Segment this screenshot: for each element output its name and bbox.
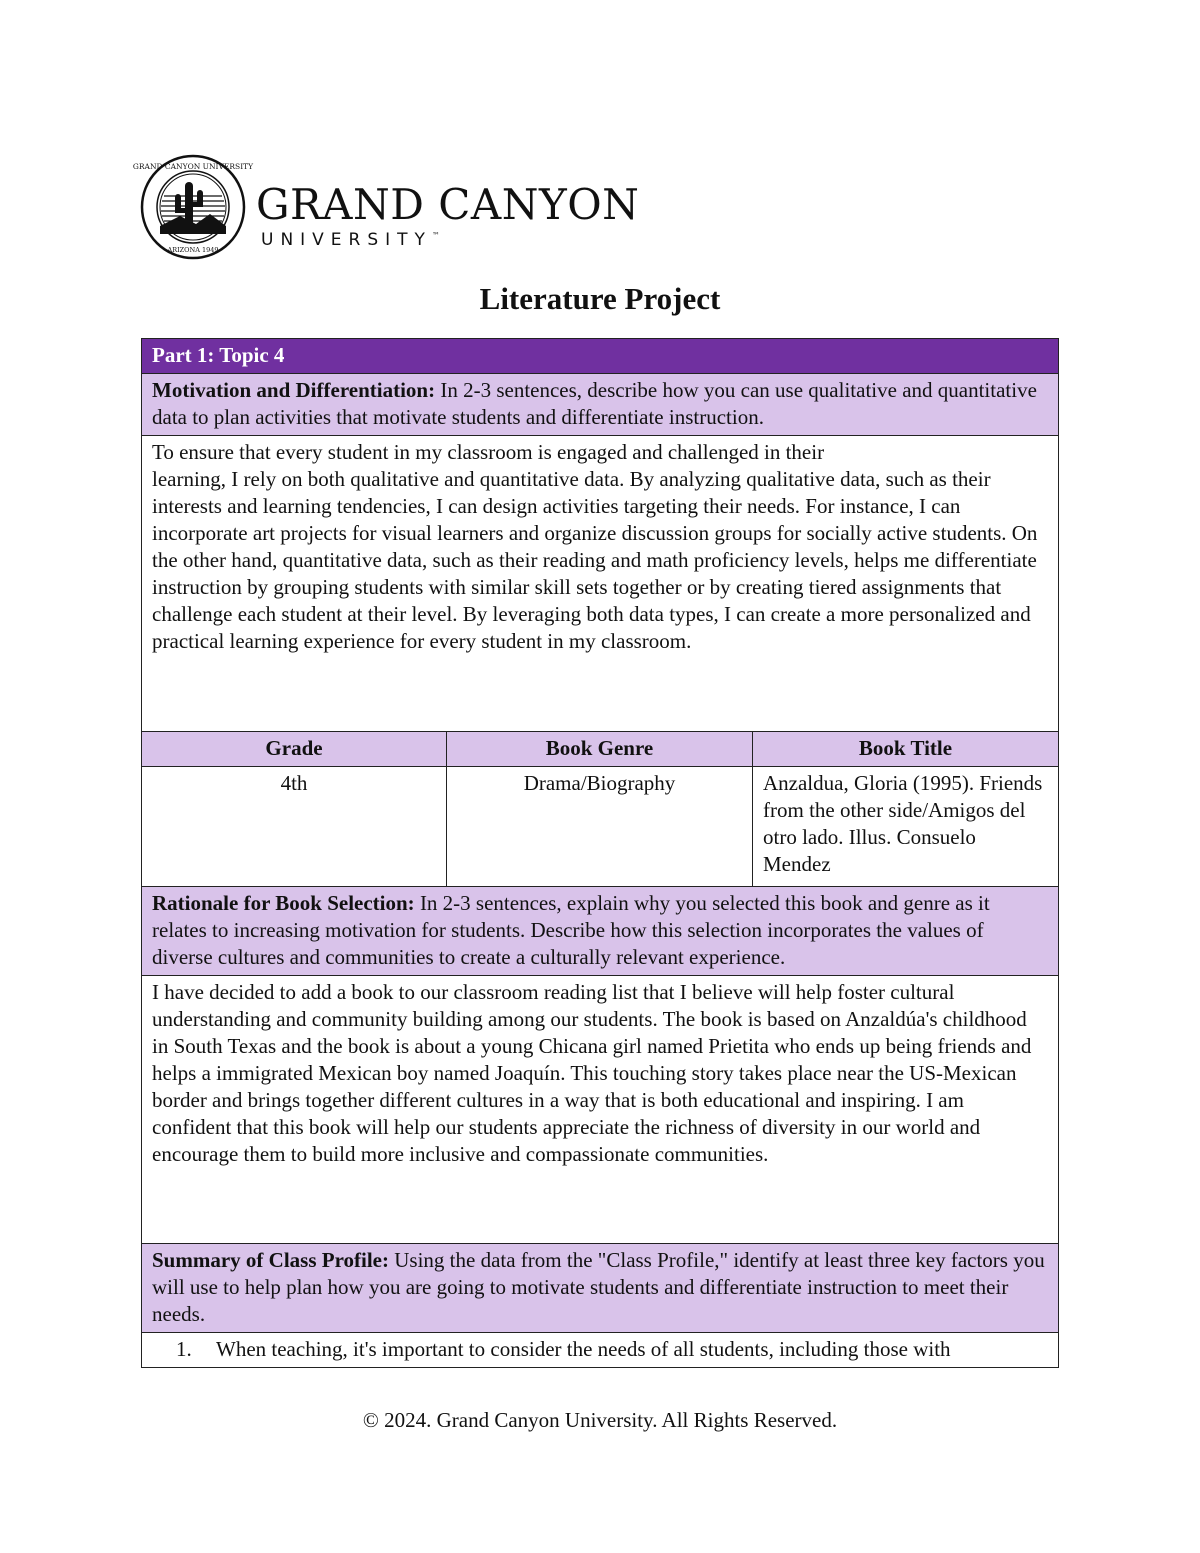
motivation-response-cell — [142, 436, 1059, 732]
list-item-text: When teaching, it's important to consider the needs of all students, including those with — [216, 1337, 951, 1361]
column-header-grade: Grade — [142, 732, 447, 767]
trademark-symbol: ™ — [431, 231, 440, 240]
seal-text-bottom: ARIZONA 1949 — [167, 246, 219, 254]
column-header-title: Book Title — [753, 732, 1059, 767]
motivation-prompt-cell — [142, 374, 1059, 436]
rationale-label: Rationale for Book Selection: — [152, 891, 415, 915]
motivation-prompt-row — [142, 374, 1059, 436]
summary-prompt-cell — [142, 1244, 1059, 1333]
motivation-response-line1: To ensure that every student in my classroom is engaged and challenged in their — [152, 440, 825, 464]
rationale-prompt-cell — [142, 887, 1059, 976]
part-topic-header: Part 1: Topic 4 — [142, 339, 1059, 374]
rationale-response-cell: I have decided to add a book to our classroom reading list that I believe will help foster cultural understanding and community building among our students. The book is based on Anzaldúa's childhood in South Texas and the book is about a young Chicana girl named Prietita who ends up being friends and helps a immigrated Mexican boy named Joaquín. This touching story takes place near the US-Mexican border and brings together different cultures in a way that is both educational and inspiring. I am confident that this book will help our students appreciate the richness of diversity in our world and encourage them to build more inclusive and compassionate communities. — [142, 976, 1059, 1244]
copyright-footer: © 2024. Grand Canyon University. All Rights Reserved. — [362, 1408, 838, 1432]
motivation-label: Motivation and Differentiation: — [152, 378, 436, 402]
column-header-row — [142, 732, 1059, 767]
motivation-prompt-text: In 2-3 sentences, describe how you can use qualitative and quantitative data to plan activities that motivate students and differentiate instruction. — [152, 378, 1037, 429]
rationale-response-row — [142, 976, 1059, 1244]
page-title: Literature Project — [479, 281, 721, 316]
column-header-genre: Book Genre — [447, 732, 753, 767]
motivation-response-text: learning, I rely on both qualitative and quantitative data. By analyzing qualitative data, such as their interests and learning tendencies, I can design activities targeting their needs. For instance, I can incorporate art projects for visual learners and organize discussion groups for socially active students. On the other hand, quantitative data, such as their reading and math proficiency levels, helps me differentiate instruction by grouping students with similar skill sets together or by creating tiered assignments that challenge each student at their level. By leveraging both data types, I can create a more personalized and practical learning experience for every student in my classroom. — [152, 467, 1038, 653]
table-header-row — [142, 339, 1059, 374]
rationale-prompt-row — [142, 887, 1059, 976]
motivation-response-row — [142, 436, 1059, 732]
genre-cell: Drama/Biography — [447, 767, 753, 887]
book-title-cell: Anzaldua, Gloria (1995). Friends from the other side/Amigos del otro lado. Illus. Consuelo Mendez — [753, 767, 1059, 887]
rationale-prompt-text: In 2-3 sentences, explain why you selected this book and genre as it relates to increasing motivation for students. Describe how this selection incorporates the values of diverse cultures and communities to create a culturally relevant experience. — [152, 891, 990, 969]
list-item-number: 1. — [176, 1337, 192, 1361]
wordmark-university — [261, 232, 440, 249]
summary-list-row — [142, 1333, 1059, 1368]
seal-text-top: GRAND CANYON UNIVERSITY — [132, 162, 254, 171]
gcu-logo — [132, 154, 640, 260]
summary-label: Summary of Class Profile: — [152, 1248, 389, 1272]
list-item — [142, 1333, 1059, 1368]
grade-cell: 4th — [142, 767, 447, 887]
summary-prompt-row — [142, 1244, 1059, 1333]
wordmark-university-text: UNIVERSITY — [261, 230, 432, 250]
summary-prompt-text: Using the data from the "Class Profile," identify at least three key factors you will use to help plan how you are going to motivate students and differentiate instruction to meet their needs. — [152, 1248, 1045, 1326]
table-row — [142, 767, 1059, 887]
wordmark-grand-canyon: GRAND CANYON — [256, 180, 640, 229]
university-seal-icon — [132, 154, 254, 260]
literature-project-table — [141, 338, 1059, 1368]
